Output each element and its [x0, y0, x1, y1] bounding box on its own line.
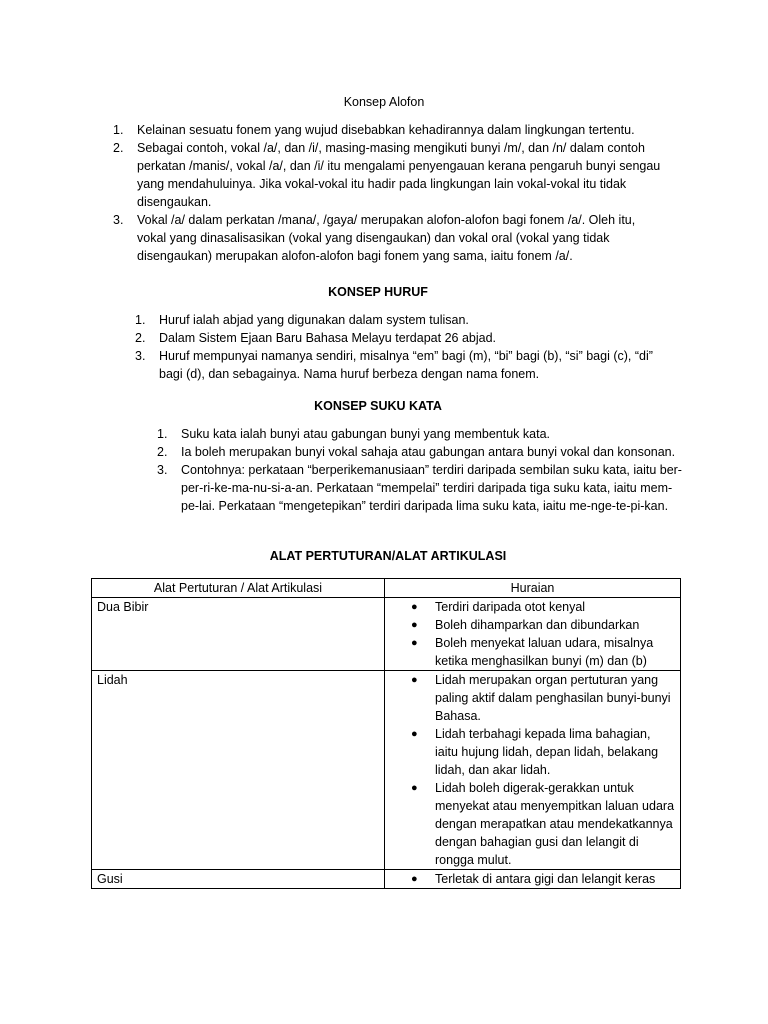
heading-alat-pertuturan: ALAT PERTUTURAN/ALAT ARTIKULASI: [269, 549, 507, 563]
heading-konsep-alofon: Konsep Alofon: [343, 95, 425, 109]
bullet-icon: ●: [411, 619, 418, 631]
list-item: 1. Suku kata ialah bunyi atau gabungan bunyi yang membentuk kata.: [157, 427, 551, 441]
bullet-item: ● Lidah boleh digerak-gerakkan untuk menyekat atau menyempitkan laluan udara dengan merapatkan atau mendekatkannya dengan bahagian gusi dan lelangit di rongga mulut.: [411, 781, 675, 867]
bullet-icon: ●: [411, 637, 418, 649]
bullet-item: ● Boleh dihamparkan dan dibundarkan: [411, 618, 640, 632]
list-item: 2. Dalam Sistem Ejaan Baru Bahasa Melayu terdapat 26 abjad.: [135, 331, 496, 345]
heading-konsep-huruf: KONSEP HURUF: [328, 285, 428, 299]
list-item: 3. Huruf mempunyai namanya sendiri, misalnya “em” bagi (m), “bi” bagi (b), “si” bagi (c), “di” bagi (d), dan sebagainya. Nama huruf berbeza dengan nama fonem.: [135, 349, 653, 381]
bullet-item: ● Terletak di antara gigi dan lelangit keras: [411, 872, 656, 886]
table-header-row: [92, 579, 681, 598]
table-row: [92, 671, 681, 870]
column-header-huraian: Huraian: [385, 579, 681, 598]
list-item: 3. Contohnya: perkataan “berperikemanusiaan” terdiri daripada sembilan suku kata, iaitu ber-per-ri-ke-ma-nu-si-a-an. Perkataan “mempelai” terdiri daripada tiga suku kata, iaitu mem-pe-lai. Perkataan “mengetepikan” terdiri daripada lima suku kata, iaitu me-nge-te-pi-kan.: [157, 463, 682, 513]
list-item: 2. Sebagai contoh, vokal /a/, dan /i/, masing-masing mengikuti bunyi /m/, dan /n/ dalam contoh perkatan /manis/, vokal /a/, dan /i/ itu mengalami penyengauan kerana pengaruh bunyi sengau yang mendahuluinya. Jika vokal-vokal itu hadir pada lingkungan lain vokal-vokal itu tidak disengaukan.: [113, 141, 661, 209]
heading-konsep-suku-kata: KONSEP SUKU KATA: [314, 399, 442, 413]
table-row: [92, 870, 681, 889]
artikulasi-table: [91, 578, 681, 889]
bullet-icon: ●: [411, 728, 418, 740]
bullet-item: ● Terdiri daripada otot kenyal: [411, 600, 586, 614]
organ-cell: Gusi: [92, 870, 385, 889]
organ-cell: Lidah: [92, 671, 385, 870]
bullet-item: ● Boleh menyekat laluan udara, misalnya ketika menghasilkan bunyi (m) dan (b): [411, 636, 654, 668]
bullet-icon: ●: [411, 873, 418, 885]
suku-kata-list: [157, 425, 687, 515]
organ-cell: Dua Bibir: [92, 598, 385, 671]
list-item: 1. Huruf ialah abjad yang digunakan dalam system tulisan.: [135, 313, 469, 327]
bullet-icon: ●: [411, 782, 418, 794]
table-row: [92, 598, 681, 671]
bullet-icon: ●: [411, 674, 418, 686]
bullet-icon: ●: [411, 601, 418, 613]
huraian-cell: [385, 870, 681, 889]
list-item: 2. Ia boleh merupakan bunyi vokal sahaja atau gabungan antara bunyi vokal dan konsonan.: [157, 445, 676, 459]
huraian-cell: [385, 671, 681, 870]
list-item: 1. Kelainan sesuatu fonem yang wujud disebabkan kehadirannya dalam lingkungan tertentu.: [113, 123, 635, 137]
alofon-list: [113, 121, 678, 265]
huruf-list: [135, 311, 675, 383]
column-header-alat: Alat Pertuturan / Alat Artikulasi: [92, 579, 385, 598]
list-item: 3. Vokal /a/ dalam perkatan /mana/, /gaya/ merupakan alofon-alofon bagi fonem /a/. Oleh itu, vokal yang dinasalisasikan (vokal yang disengaukan) dan vokal oral (vokal yang tidak disengaukan) merupakan alofon-alofon bagi fonem yang sama, iaitu fonem /a/.: [113, 213, 636, 263]
bullet-item: ● Lidah merupakan organ pertuturan yang paling aktif dalam penghasilan bunyi-bunyi Bahasa.: [411, 673, 671, 723]
huraian-cell: [385, 598, 681, 671]
bullet-item: ● Lidah terbahagi kepada lima bahagian, iaitu hujung lidah, depan lidah, belakang lidah, dan akar lidah.: [411, 727, 659, 777]
